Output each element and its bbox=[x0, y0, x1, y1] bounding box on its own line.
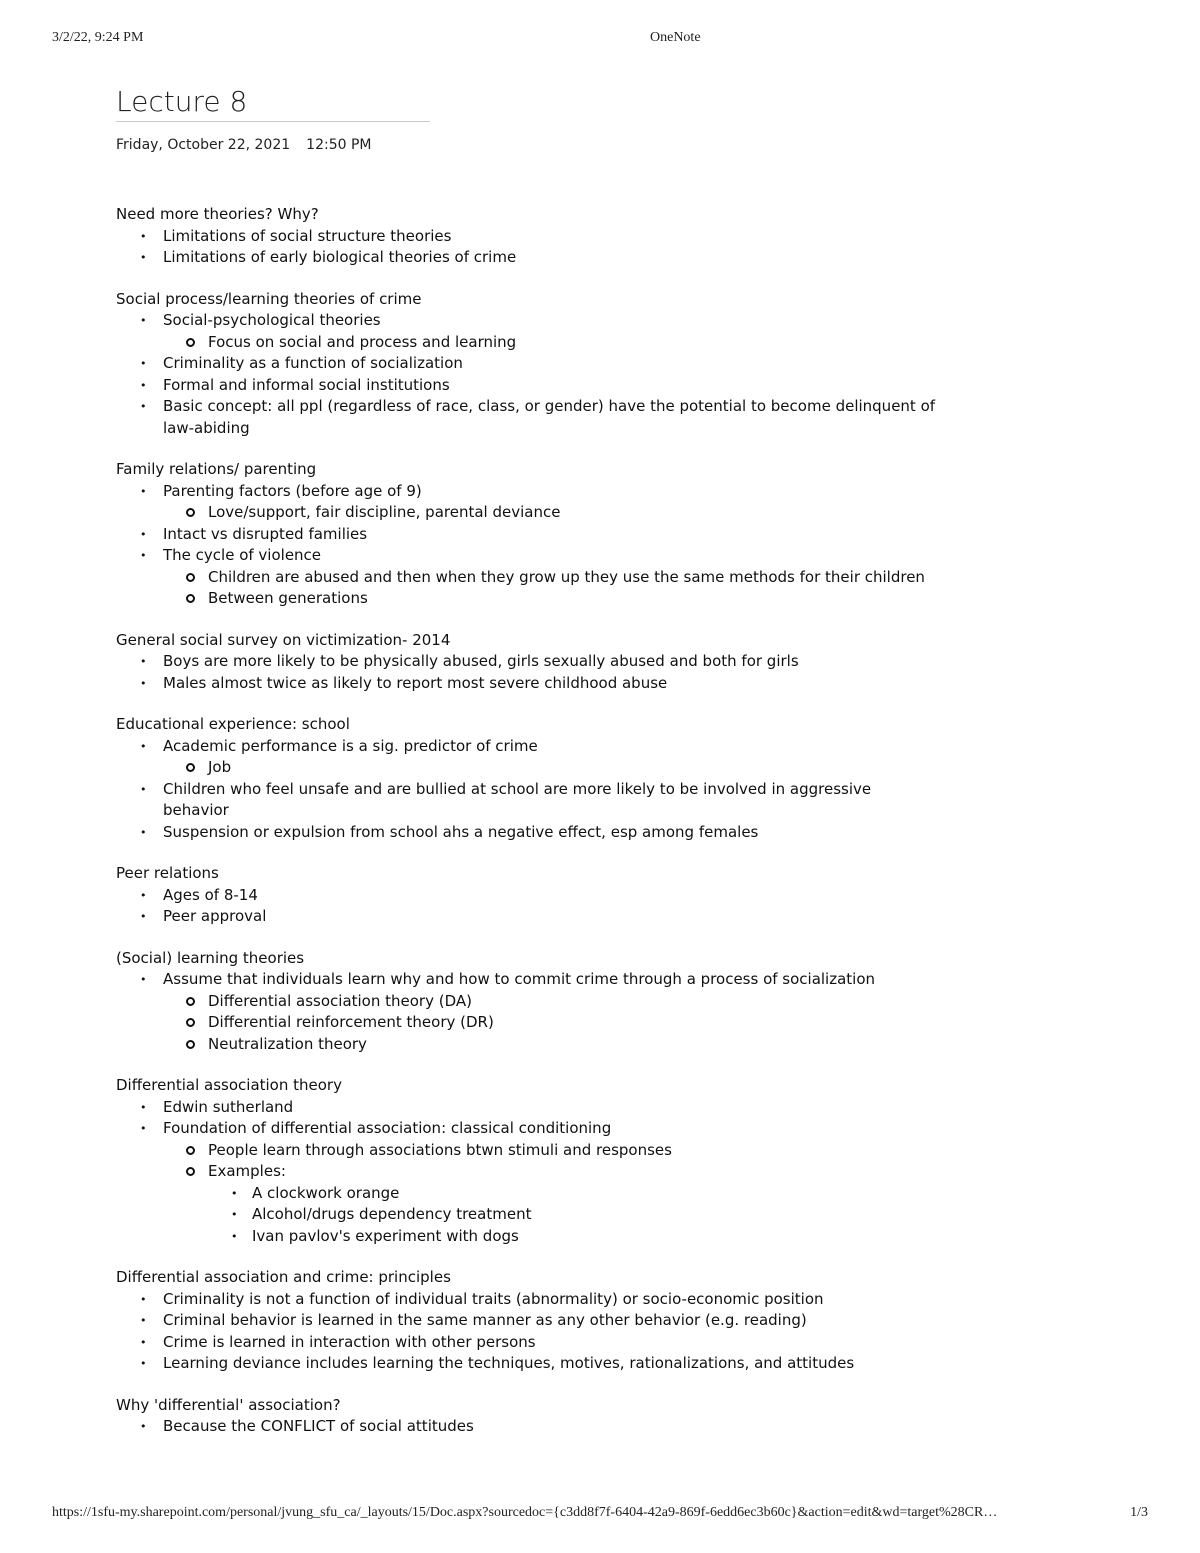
list-item-text: Between generations bbox=[208, 589, 368, 607]
note-section bbox=[116, 714, 936, 843]
list-item bbox=[116, 375, 936, 397]
list-item bbox=[116, 1118, 936, 1247]
print-url: https://1sfu-my.sharepoint.com/personal/jvung_sfu_ca/_layouts/15/Doc.aspx?sourcedoc={c3dd8f7f-6404-42a9-869f-6edd6ec3b60c}&action=edit&wd=target%28CR… bbox=[52, 1505, 998, 1520]
list-item-text: Criminal behavior is learned in the same manner as any other behavior (e.g. reading) bbox=[163, 1311, 807, 1329]
list-item bbox=[116, 885, 936, 907]
list-item bbox=[163, 1140, 936, 1162]
page-time: 12:50 PM bbox=[306, 137, 372, 153]
list-item-text: Alcohol/drugs dependency treatment bbox=[252, 1205, 532, 1223]
print-app-name: OneNote bbox=[650, 30, 701, 45]
bullet-list-level-2 bbox=[163, 502, 936, 524]
list-item bbox=[116, 1332, 936, 1354]
print-datetime: 3/2/22, 9:24 PM bbox=[52, 30, 144, 45]
list-item-text: Assume that individuals learn why and how to commit crime through a process of socialization bbox=[163, 970, 876, 988]
note-section bbox=[116, 459, 936, 610]
list-item bbox=[163, 502, 936, 524]
note-section bbox=[116, 289, 936, 440]
list-item-text: Because the CONFLICT of social attitudes bbox=[163, 1417, 474, 1435]
list-item-text: Parenting factors (before age of 9) bbox=[163, 481, 422, 500]
print-page-number: 1/3 bbox=[1130, 1505, 1148, 1520]
list-item bbox=[116, 1416, 936, 1438]
note-section bbox=[116, 948, 936, 1056]
list-item bbox=[116, 226, 936, 248]
bullet-list-level-1 bbox=[116, 736, 936, 844]
list-item bbox=[116, 736, 936, 779]
list-item-text: Neutralization theory bbox=[208, 1034, 367, 1053]
list-item-text: Academic performance is a sig. predictor of crime bbox=[163, 736, 538, 755]
list-item-text: Males almost twice as likely to report most severe childhood abuse bbox=[163, 673, 668, 692]
list-item bbox=[163, 567, 936, 589]
list-item-text: Boys are more likely to be physically abused, girls sexually abused and both for girls bbox=[163, 652, 799, 670]
list-item bbox=[116, 481, 936, 524]
list-item-text: Basic concept: all ppl (regardless of race, class, or gender) have the potential to become delinquent of law-abiding bbox=[163, 397, 936, 437]
list-item bbox=[116, 969, 936, 1055]
print-header bbox=[0, 30, 1200, 50]
list-item bbox=[116, 524, 936, 546]
bullet-list-level-3 bbox=[208, 1183, 936, 1248]
title-divider bbox=[116, 121, 430, 122]
page-date-line bbox=[116, 135, 936, 155]
bullet-list-level-2 bbox=[163, 1140, 936, 1248]
list-item-text: Social-psychological theories bbox=[163, 311, 381, 329]
list-item bbox=[163, 1161, 936, 1247]
note-page bbox=[116, 80, 936, 1458]
list-item-text: People learn through associations btwn stimuli and responses bbox=[208, 1140, 672, 1159]
note-section bbox=[116, 1267, 936, 1375]
bullet-list-level-1 bbox=[116, 1289, 936, 1375]
list-item bbox=[163, 332, 936, 354]
list-item-text: Love/support, fair discipline, parental deviance bbox=[208, 503, 561, 521]
bullet-list-level-1 bbox=[116, 969, 936, 1055]
list-item bbox=[116, 1353, 936, 1375]
list-item-text: Peer approval bbox=[163, 907, 267, 925]
list-item bbox=[116, 353, 936, 375]
list-item bbox=[116, 247, 936, 269]
note-section bbox=[116, 204, 936, 269]
section-heading: Need more theories? Why? bbox=[116, 205, 319, 223]
list-item-text: A clockwork orange bbox=[252, 1183, 400, 1202]
list-item-text: Criminality as a function of socialization bbox=[163, 354, 463, 372]
section-heading: Differential association and crime: principles bbox=[116, 1268, 451, 1286]
list-item bbox=[116, 651, 936, 673]
list-item bbox=[163, 1034, 936, 1056]
list-item bbox=[116, 906, 936, 928]
list-item-text: Children who feel unsafe and are bullied at school are more likely to be involved in aggressive behavior bbox=[163, 779, 872, 819]
bullet-list-level-1 bbox=[116, 226, 936, 269]
note-section bbox=[116, 630, 936, 695]
list-item bbox=[163, 991, 936, 1013]
list-item-text: Differential association theory (DA) bbox=[208, 991, 472, 1010]
bullet-list-level-2 bbox=[163, 991, 936, 1056]
note-section bbox=[116, 1395, 936, 1438]
list-item bbox=[163, 588, 936, 610]
list-item-text: Focus on social and process and learning bbox=[208, 332, 517, 351]
bullet-list-level-1 bbox=[116, 651, 936, 694]
section-heading: General social survey on victimization- 2014 bbox=[116, 630, 451, 649]
bullet-list-level-1 bbox=[116, 885, 936, 928]
list-item-text: Intact vs disrupted families bbox=[163, 524, 368, 543]
list-item bbox=[116, 673, 936, 695]
section-heading: (Social) learning theories bbox=[116, 948, 305, 967]
list-item-text: The cycle of violence bbox=[163, 546, 322, 564]
list-item-text: Criminality is not a function of individual traits (abnormality) or socio-economic position bbox=[163, 1289, 824, 1308]
list-item bbox=[163, 757, 936, 779]
bullet-list-level-1 bbox=[116, 481, 936, 610]
section-heading: Differential association theory bbox=[116, 1076, 342, 1094]
bullet-list-level-2 bbox=[163, 332, 936, 354]
bullet-list-level-1 bbox=[116, 310, 936, 439]
list-item-text: Ages of 8-14 bbox=[163, 885, 258, 904]
list-item-text: Children are abused and then when they grow up they use the same methods for their children bbox=[208, 567, 925, 586]
list-item bbox=[208, 1183, 936, 1205]
list-item-text: Ivan pavlov's experiment with dogs bbox=[252, 1226, 519, 1245]
note-body[interactable] bbox=[116, 204, 936, 1438]
list-item-text: Foundation of differential association: classical conditioning bbox=[163, 1119, 612, 1137]
list-item-text: Job bbox=[208, 758, 232, 776]
list-item bbox=[116, 822, 936, 844]
section-heading: Social process/learning theories of crime bbox=[116, 289, 422, 308]
note-section bbox=[116, 863, 936, 928]
bullet-list-level-1 bbox=[116, 1097, 936, 1248]
bullet-list-level-2 bbox=[163, 757, 936, 779]
list-item bbox=[163, 1012, 936, 1034]
print-footer bbox=[0, 1505, 1200, 1525]
list-item-text: Examples: bbox=[208, 1162, 286, 1180]
list-item bbox=[116, 1097, 936, 1119]
list-item-text: Crime is learned in interaction with other persons bbox=[163, 1332, 536, 1351]
list-item bbox=[116, 1289, 936, 1311]
list-item bbox=[116, 310, 936, 353]
list-item bbox=[116, 779, 936, 822]
list-item-text: Edwin sutherland bbox=[163, 1097, 294, 1116]
list-item-text: Suspension or expulsion from school ahs a negative effect, esp among females bbox=[163, 822, 759, 841]
page-title[interactable]: Lecture 8 bbox=[116, 85, 248, 118]
list-item bbox=[208, 1226, 936, 1248]
list-item-text: Differential reinforcement theory (DR) bbox=[208, 1013, 494, 1031]
bullet-list-level-2 bbox=[163, 567, 936, 610]
list-item-text: Limitations of early biological theories of crime bbox=[163, 248, 517, 266]
list-item bbox=[116, 545, 936, 610]
section-heading: Family relations/ parenting bbox=[116, 460, 317, 478]
list-item bbox=[116, 396, 936, 439]
list-item-text: Formal and informal social institutions bbox=[163, 375, 450, 394]
list-item-text: Limitations of social structure theories bbox=[163, 226, 452, 245]
list-item-text: Learning deviance includes learning the techniques, motives, rationalizations, and attitudes bbox=[163, 1354, 855, 1372]
list-item bbox=[116, 1310, 936, 1332]
section-heading: Peer relations bbox=[116, 864, 219, 882]
section-heading: Why 'differential' association? bbox=[116, 1395, 341, 1414]
list-item bbox=[208, 1204, 936, 1226]
bullet-list-level-1 bbox=[116, 1416, 936, 1438]
section-heading: Educational experience: school bbox=[116, 715, 350, 733]
note-section bbox=[116, 1075, 936, 1247]
page-date: Friday, October 22, 2021 bbox=[116, 137, 291, 153]
